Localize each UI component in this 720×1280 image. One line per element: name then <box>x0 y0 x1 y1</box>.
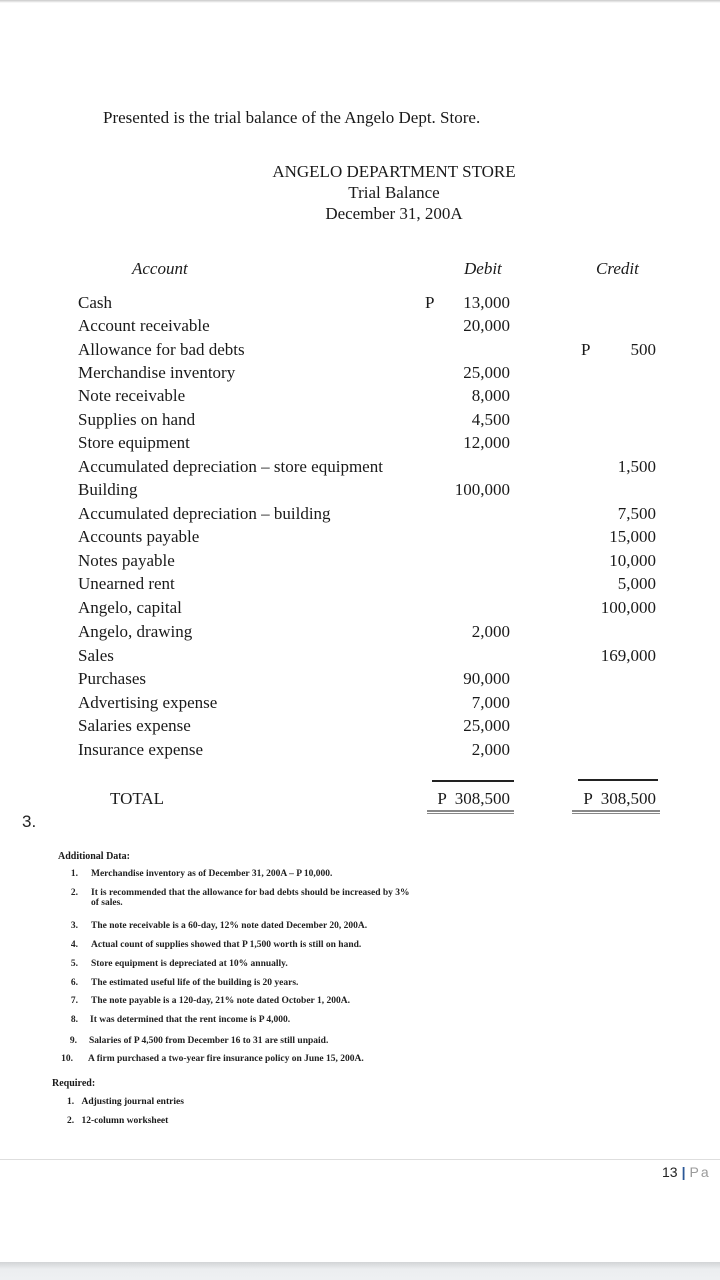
page-footer <box>662 1164 711 1180</box>
account-name: Accounts payable <box>78 527 200 546</box>
footer-divider: | <box>681 1164 686 1180</box>
table-row <box>0 716 720 739</box>
credit-amount: 15,000 <box>609 527 656 546</box>
viewer-bottom-edge <box>0 1262 720 1280</box>
column-header-credit: Credit <box>596 259 639 278</box>
account-name: Allowance for bad debts <box>78 340 245 359</box>
debit-amount: 25,000 <box>463 363 510 382</box>
debit-amount: 90,000 <box>463 669 510 688</box>
statement-heading <box>0 161 720 224</box>
account-name: Angelo, drawing <box>78 622 193 641</box>
debit-amount: 12,000 <box>463 433 510 452</box>
debit-amount: 2,000 <box>471 622 510 641</box>
debit-amount: 4,500 <box>471 410 510 429</box>
list-item: 1. Adjusting journal entries <box>67 1097 184 1107</box>
debit-amount: 100,000 <box>454 480 510 499</box>
column-header-debit: Debit <box>464 259 502 278</box>
debit-currency: P <box>425 293 435 312</box>
credit-amount: 5,000 <box>617 574 656 593</box>
credit-amount: 10,000 <box>609 551 656 570</box>
table-row <box>0 293 720 316</box>
statement-date: December 31, 200A <box>325 204 463 223</box>
account-name: Building <box>78 480 138 499</box>
account-name: Cash <box>78 293 112 312</box>
top-shadow <box>0 0 720 3</box>
account-name: Sales <box>78 646 114 665</box>
document-viewer[interactable]: Presented is the trial balance of the Angelo Dept. Store. ANGELO DEPARTMENT STORE Trial Balance December 31, 200A Account Debit Credit Cash P 13,000 Account receivable 20,000 Allowance for bad debts P 500 Merchandise inventory 25,000 Note receivable 8,000 Supplies on hand 4,500 Store equipment 12,000 Accumulated depreciation – store equipment 1,500 Building 100,000 Accumulated depreciation – building 7,500 Accounts payable 15,000 Notes payable 10,000 Unearned rent 5,000 Angelo, capital 100,000 Angelo, drawing 2,000 Sales 169,000 Purchases 90,000 Advertising expense 7,000 Salaries expense 25,000 Insurance expense 2,000 TOTAL P 308,500 P 308,500 3. Additional Data: 1. Merchandise inventory as of December 31, 200A – P 10,000. 2. It is recommended that the allowance for bad debts should be increased by 3% of sales. 3. The note receivable is a 60-day, 12% note dated December 20, 200A. 4. Actual count of supplies showed that P 1,500 worth is still on hand. 5. Store equipment is depreciated at 10% annually. 6. The estimated useful life of the building is 20 years. 7. The note payable is a 120-day, 21% note dated October 1, 200A. 8. It was determined that the rent income is P 4,000. 9. Salaries of P 4,500 from December 16 to 31 are still unpaid. 10. A firm purchased a two-year fire insurance policy on June 15, 200A. Required: 1. Adjusting journal entries 2. 12-column worksheet 13 | Pa <box>0 0 720 1262</box>
statement-title: Trial Balance <box>348 183 440 202</box>
table-row <box>0 740 720 763</box>
debit-amount: 25,000 <box>463 716 510 735</box>
credit-amount: 169,000 <box>600 646 656 665</box>
table-row <box>0 527 720 550</box>
total-label: TOTAL <box>110 789 165 808</box>
list-item: 2. 12-column worksheet <box>67 1116 169 1126</box>
credit-amount: 500 <box>630 340 656 359</box>
question-number: 3. <box>22 812 37 831</box>
debit-double-underline <box>427 810 514 814</box>
credit-double-underline <box>572 810 660 814</box>
account-name: Purchases <box>78 669 146 688</box>
account-name: Angelo, capital <box>78 598 182 617</box>
page-separator <box>0 1159 720 1160</box>
table-row <box>0 457 720 480</box>
account-name: Account receivable <box>78 316 210 335</box>
debit-amount: 20,000 <box>463 316 510 335</box>
account-name: Merchandise inventory <box>78 363 236 382</box>
account-name: Accumulated depreciation – building <box>78 504 331 523</box>
debit-amount: 13,000 <box>463 293 510 312</box>
account-name: Unearned rent <box>78 574 175 593</box>
intro-text: Presented is the trial balance of the Angelo Dept. Store. <box>103 108 481 127</box>
account-name: Supplies on hand <box>78 410 196 429</box>
table-row <box>0 669 720 692</box>
table-row <box>0 410 720 433</box>
credit-currency: P <box>581 340 591 359</box>
debit-total: P 308,500 <box>437 789 510 808</box>
credit-amount: 1,500 <box>617 457 656 476</box>
account-name: Salaries expense <box>78 716 191 735</box>
debit-amount: 7,000 <box>471 693 510 712</box>
total-row <box>0 789 720 812</box>
account-name: Store equipment <box>78 433 190 452</box>
table-row <box>0 598 720 621</box>
account-name: Advertising expense <box>78 693 218 712</box>
table-row <box>0 363 720 386</box>
credit-amount: 7,500 <box>617 504 656 523</box>
company-name: ANGELO DEPARTMENT STORE <box>272 162 516 181</box>
table-row <box>0 574 720 597</box>
account-name: Notes payable <box>78 551 175 570</box>
table-row <box>0 433 720 456</box>
table-row <box>0 386 720 409</box>
table-row <box>0 622 720 645</box>
credit-total-rule <box>578 779 658 781</box>
table-row <box>0 504 720 527</box>
account-name: Accumulated depreciation – store equipment <box>78 457 383 476</box>
table-row <box>0 480 720 503</box>
page-label: Pa <box>689 1164 711 1180</box>
credit-total: P 308,500 <box>583 789 656 808</box>
credit-amount: 100,000 <box>600 598 656 617</box>
table-row <box>0 646 720 669</box>
table-row <box>0 340 720 363</box>
additional-data-title: Additional Data: <box>58 851 130 862</box>
account-name: Insurance expense <box>78 740 204 759</box>
debit-total-rule <box>432 780 514 782</box>
page-number: 13 <box>662 1164 678 1180</box>
account-name: Note receivable <box>78 386 186 405</box>
debit-amount: 2,000 <box>471 740 510 759</box>
required-title: Required: <box>52 1078 96 1089</box>
table-row <box>0 551 720 574</box>
debit-amount: 8,000 <box>471 386 510 405</box>
column-header-account: Account <box>132 259 188 278</box>
table-row <box>0 693 720 716</box>
table-row <box>0 316 720 339</box>
